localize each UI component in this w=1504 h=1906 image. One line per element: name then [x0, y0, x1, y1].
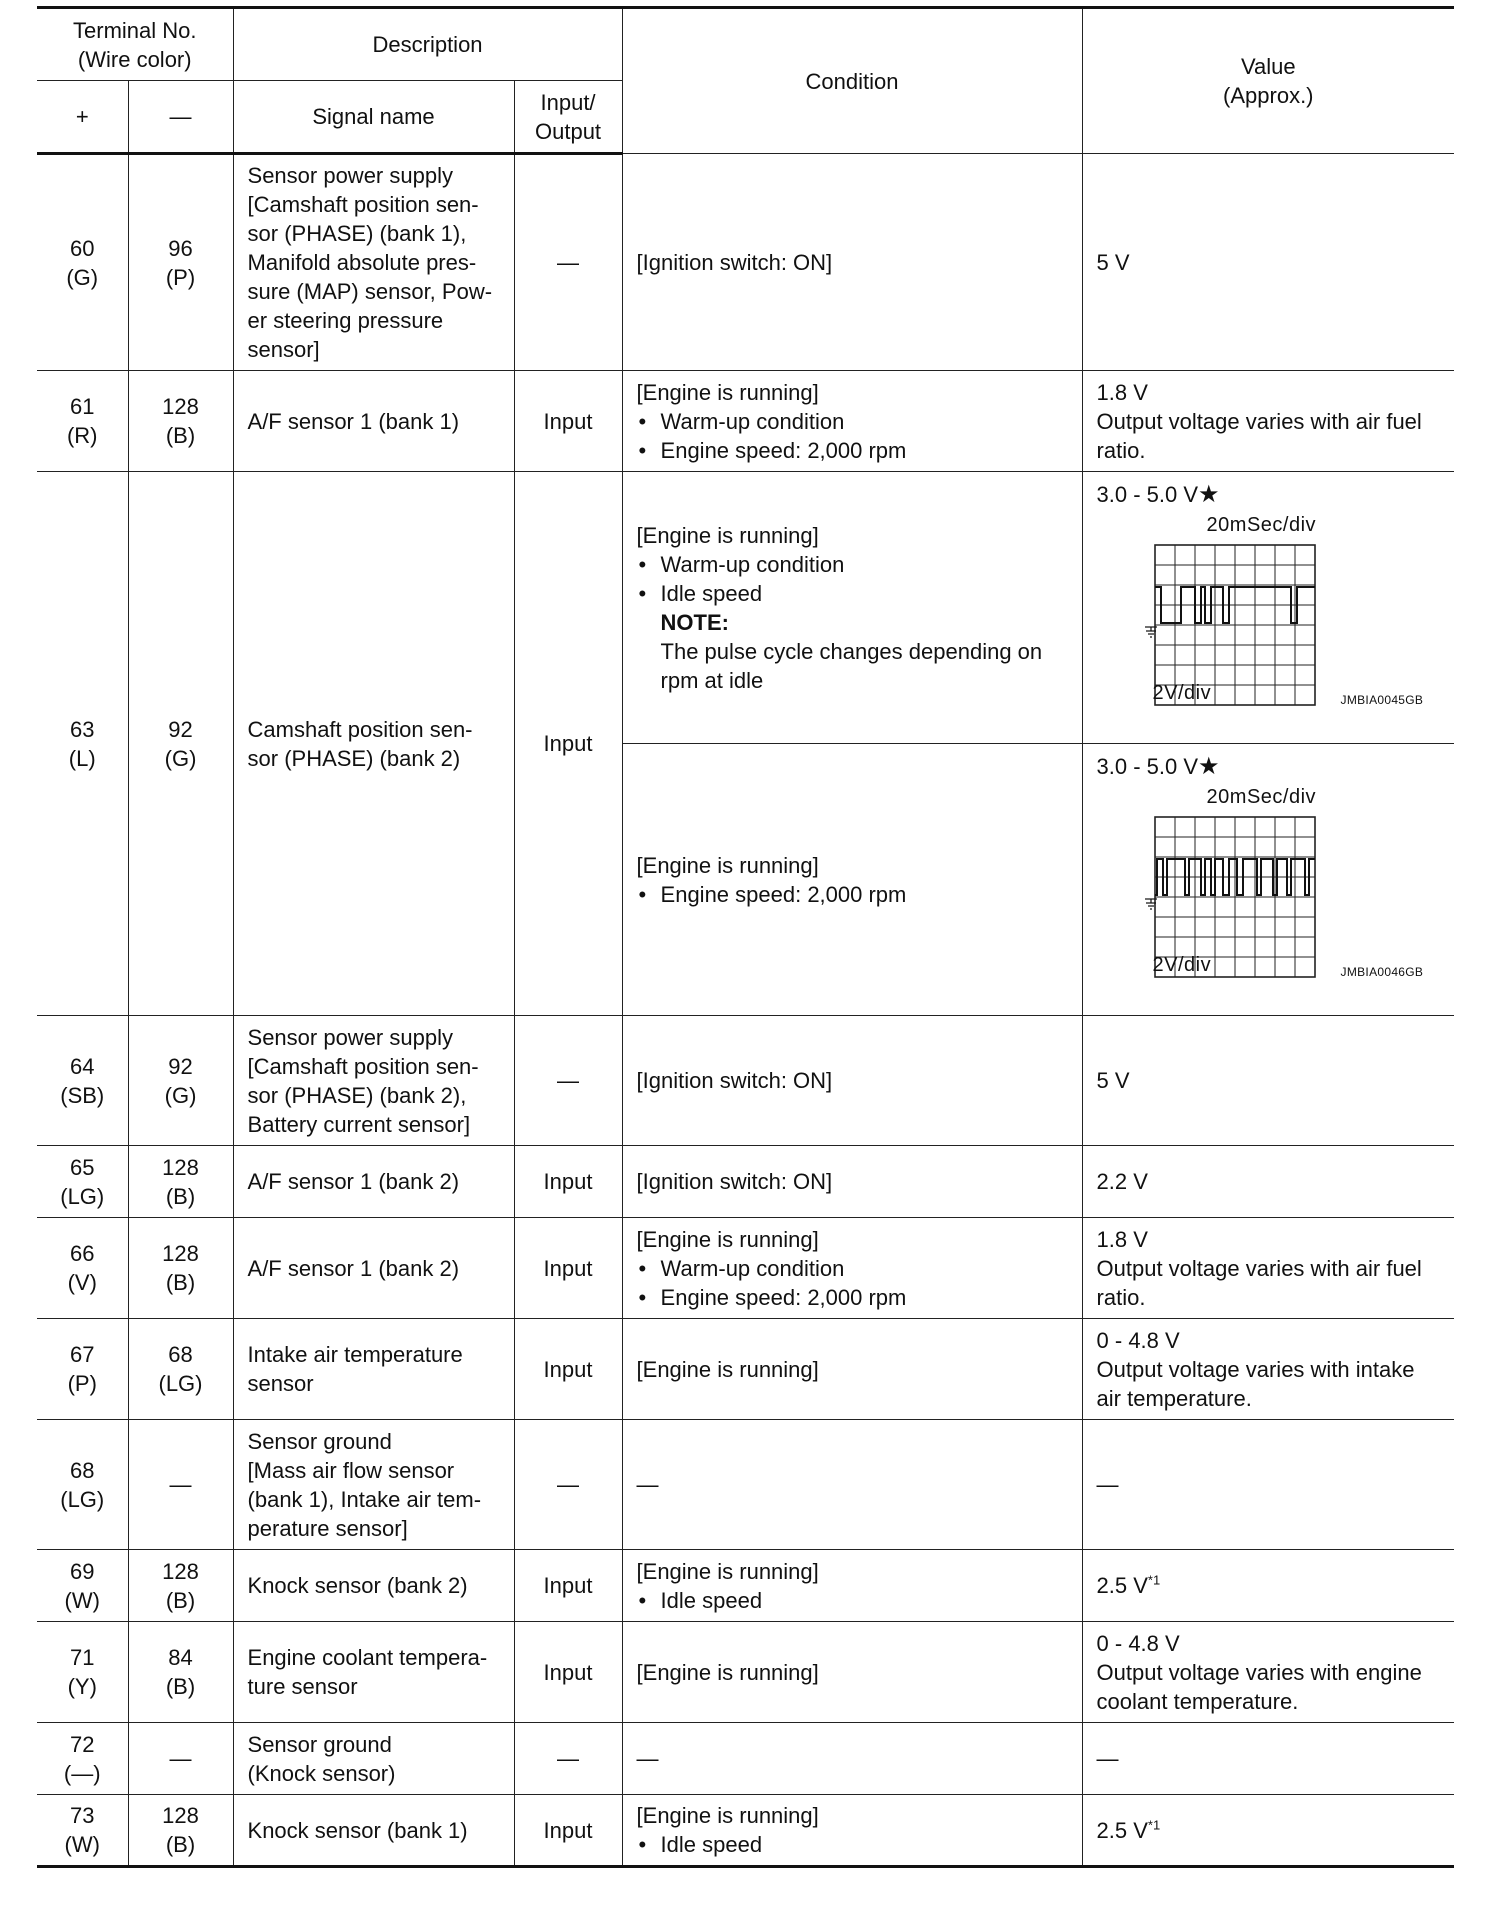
condition-bullet: • Idle speed	[637, 579, 1068, 608]
condition-bullet: • Engine speed: 2,000 rpm	[637, 880, 1068, 909]
table-row	[37, 1622, 1454, 1723]
time-scale-label: 20mSec/div	[1206, 786, 1317, 808]
value: 1.8 V Output voltage varies with air fuel ratio.	[1082, 1218, 1454, 1319]
footnote-ref: *1	[1147, 1817, 1161, 1833]
condition-bullet: • Warm-up condition	[637, 1254, 1068, 1283]
input-output: —	[514, 1420, 622, 1550]
table-row	[37, 154, 1454, 371]
value-range: 3.0 - 5.0 V	[1096, 482, 1199, 507]
header-signal-name: Signal name	[233, 81, 514, 154]
condition-bullet: • Warm-up condition	[637, 407, 1068, 436]
signal-name: Sensor power supply [Camshaft position sen- sor (PHASE) (bank 1), Manifold absolute pres- sure (MAP) sensor, Pow- er steering pressure sensor]	[233, 154, 514, 371]
condition-bullet: • Idle speed	[637, 1586, 1068, 1615]
value	[1082, 1795, 1454, 1867]
ecm-terminal-table	[37, 6, 1454, 1868]
figure-code: JMBIA0045GB	[1340, 693, 1424, 707]
terminal-plus: 73 (W)	[37, 1795, 128, 1867]
signal-name: A/F sensor 1 (bank 1)	[233, 371, 514, 472]
value: —	[1082, 1723, 1454, 1795]
star-icon: ★	[1198, 753, 1220, 780]
terminal-minus: 128 (B)	[128, 1146, 233, 1218]
value	[1082, 744, 1454, 1016]
signal-name: Camshaft position sen- sor (PHASE) (bank 2)	[233, 472, 514, 1016]
condition-bullet: • Engine speed: 2,000 rpm	[637, 1283, 1068, 1312]
condition-head: [Engine is running]	[636, 1803, 819, 1828]
table-row	[37, 1723, 1454, 1795]
value: 0 - 4.8 V Output voltage varies with intake air temperature.	[1082, 1319, 1454, 1420]
oscilloscope-waveform	[1097, 511, 1427, 707]
terminal-plus: 65 (LG)	[37, 1146, 128, 1218]
value: 5 V	[1082, 1016, 1454, 1146]
terminal-plus: 63 (L)	[37, 472, 128, 1016]
terminal-minus: —	[128, 1420, 233, 1550]
condition	[622, 1795, 1082, 1867]
terminal-spec-page	[37, 6, 1454, 1868]
footnote-ref: *1	[1147, 1572, 1161, 1588]
signal-name: Sensor ground (Knock sensor)	[233, 1723, 514, 1795]
terminal-plus: 72 (—)	[37, 1723, 128, 1795]
terminal-plus: 60 (G)	[37, 154, 128, 371]
signal-name: Engine coolant tempera- ture sensor	[233, 1622, 514, 1723]
terminal-minus: 128 (B)	[128, 371, 233, 472]
input-output: Input	[514, 1795, 622, 1867]
table-row	[37, 1420, 1454, 1550]
note-heading: NOTE:	[660, 609, 729, 635]
value-text: 2.5 V	[1096, 1573, 1148, 1598]
value-text: 2.5 V	[1096, 1817, 1148, 1843]
terminal-plus: 67 (P)	[37, 1319, 128, 1420]
value	[1082, 1550, 1454, 1622]
condition	[622, 1218, 1082, 1319]
value: 0 - 4.8 V Output voltage varies with engine coolant temperature.	[1082, 1622, 1454, 1723]
terminal-plus: 61 (R)	[37, 371, 128, 472]
signal-name: Intake air temperature sensor	[233, 1319, 514, 1420]
terminal-minus: 96 (P)	[128, 154, 233, 371]
input-output: Input	[514, 1218, 622, 1319]
header-value: Value (Approx.)	[1082, 8, 1454, 154]
condition-head: [Engine is running]	[636, 1558, 819, 1584]
terminal-minus: 128 (B)	[128, 1218, 233, 1319]
header-plus: +	[37, 81, 128, 154]
signal-name: A/F sensor 1 (bank 2)	[233, 1146, 514, 1218]
input-output: —	[514, 1723, 622, 1795]
voltage-scale-label: 2V/div	[1152, 682, 1212, 704]
signal-name: Sensor power supply [Camshaft position sen- sor (PHASE) (bank 2), Battery current sensor]	[233, 1016, 514, 1146]
terminal-minus: 128 (B)	[128, 1550, 233, 1622]
value-text	[1097, 752, 1441, 781]
table-row	[37, 1319, 1454, 1420]
terminal-plus: 66 (V)	[37, 1218, 128, 1319]
condition-bullet: • Idle speed	[637, 1830, 1068, 1859]
terminal-minus: 84 (B)	[128, 1622, 233, 1723]
terminal-plus: 64 (SB)	[37, 1016, 128, 1146]
voltage-scale-label: 2V/div	[1152, 954, 1212, 976]
input-output: Input	[514, 1550, 622, 1622]
signal-name: Knock sensor (bank 2)	[233, 1550, 514, 1622]
signal-name: A/F sensor 1 (bank 2)	[233, 1218, 514, 1319]
terminal-plus: 71 (Y)	[37, 1622, 128, 1723]
condition	[622, 744, 1082, 1016]
header-input-output: Input/ Output	[514, 81, 622, 154]
condition: [Ignition switch: ON]	[622, 1146, 1082, 1218]
condition: [Engine is running]	[622, 1622, 1082, 1723]
table-row	[37, 1550, 1454, 1622]
header-description: Description	[233, 8, 622, 81]
value: 1.8 V Output voltage varies with air fuel ratio.	[1082, 371, 1454, 472]
condition: —	[622, 1723, 1082, 1795]
terminal-plus: 68 (LG)	[37, 1420, 128, 1550]
condition: [Engine is running]	[622, 1319, 1082, 1420]
table-row	[37, 1146, 1454, 1218]
value-range: 3.0 - 5.0 V	[1096, 754, 1199, 779]
input-output: Input	[514, 1622, 622, 1723]
figure-code: JMBIA0046GB	[1340, 965, 1424, 979]
value-text	[1097, 480, 1441, 509]
header-terminal: Terminal No. (Wire color)	[37, 8, 233, 81]
table-row	[37, 1016, 1454, 1146]
value: 2.2 V	[1082, 1146, 1454, 1218]
terminal-minus: 128 (B)	[128, 1795, 233, 1867]
input-output: —	[514, 1016, 622, 1146]
input-output: Input	[514, 1319, 622, 1420]
condition-head: [Engine is running]	[636, 379, 819, 405]
waveform-graph	[1097, 511, 1427, 707]
condition-head: [Engine is running]	[636, 1226, 819, 1252]
condition-bullet: • Warm-up condition	[637, 550, 1068, 579]
value	[1082, 472, 1454, 744]
header-minus: —	[128, 81, 233, 154]
input-output: Input	[514, 1146, 622, 1218]
condition: [Ignition switch: ON]	[622, 1016, 1082, 1146]
condition-bullet: • Engine speed: 2,000 rpm	[637, 436, 1068, 465]
star-icon: ★	[1198, 481, 1220, 508]
table-row	[37, 1218, 1454, 1319]
condition-head: [Engine is running]	[636, 852, 819, 878]
table-row	[37, 371, 1454, 472]
header-condition: Condition	[622, 8, 1082, 154]
time-scale-label: 20mSec/div	[1206, 514, 1317, 536]
terminal-minus: 92 (G)	[128, 1016, 233, 1146]
table-row	[37, 1795, 1454, 1867]
oscilloscope-waveform	[1097, 783, 1427, 979]
condition: —	[622, 1420, 1082, 1550]
input-output: —	[514, 154, 622, 371]
note-text: The pulse cycle changes depending on rpm at idle	[660, 638, 1043, 693]
terminal-minus: 92 (G)	[128, 472, 233, 1016]
signal-name: Knock sensor (bank 1)	[233, 1795, 514, 1867]
input-output: Input	[514, 472, 622, 1016]
condition	[622, 1550, 1082, 1622]
value: —	[1082, 1420, 1454, 1550]
condition: [Ignition switch: ON]	[622, 154, 1082, 371]
waveform-graph	[1097, 783, 1427, 979]
input-output: Input	[514, 371, 622, 472]
signal-name: Sensor ground [Mass air flow sensor (bank 1), Intake air tem- perature sensor]	[233, 1420, 514, 1550]
terminal-plus: 69 (W)	[37, 1550, 128, 1622]
condition	[622, 371, 1082, 472]
terminal-minus: —	[128, 1723, 233, 1795]
value: 5 V	[1082, 154, 1454, 371]
table-row	[37, 472, 1454, 744]
condition-head: [Engine is running]	[636, 522, 819, 548]
condition	[622, 472, 1082, 744]
terminal-minus: 68 (LG)	[128, 1319, 233, 1420]
